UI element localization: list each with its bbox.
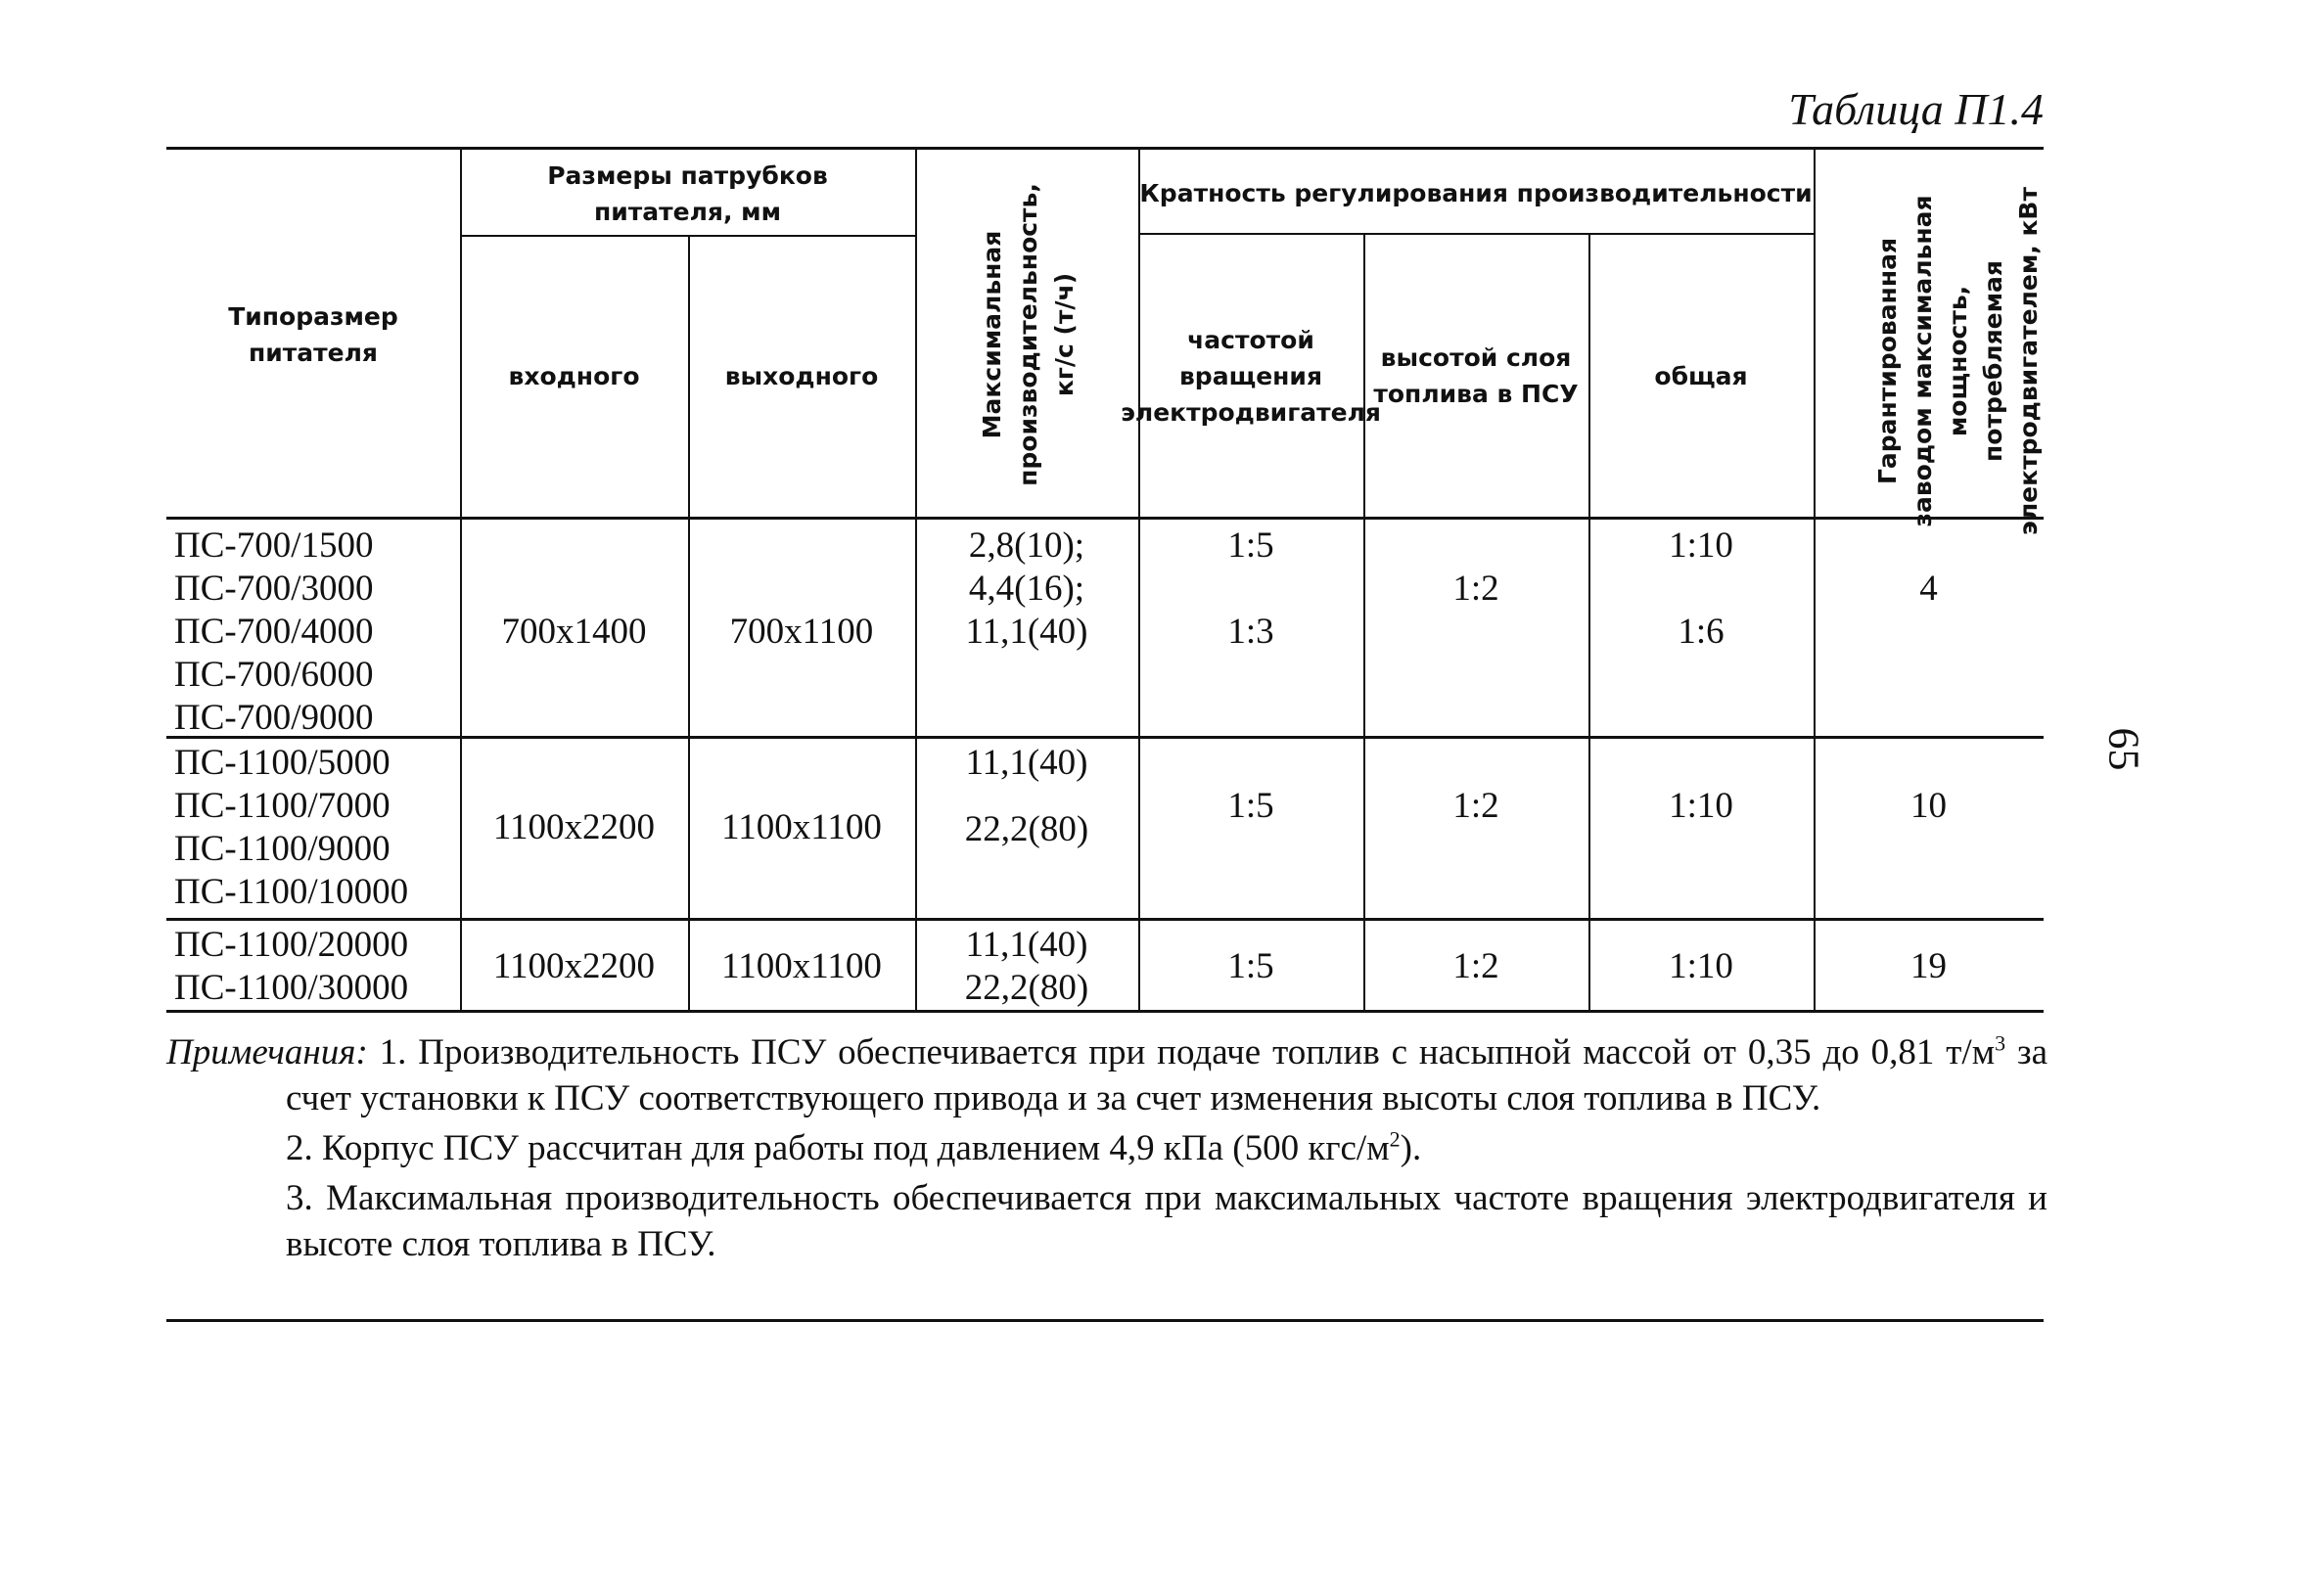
group1-outlet: 700х1100 (729, 612, 874, 652)
header-power: Гарантированная заводом максимальная мощность, потребляемая электродвигателем, кВт (1873, 187, 2043, 535)
capacity-value: 22,2(80) (964, 968, 1089, 1008)
group2-outlet: 1100х1100 (721, 807, 882, 847)
note-2-text-b: ). (1400, 1128, 1422, 1168)
notes-bottom-rule (166, 1319, 2044, 1322)
group2-total-ratio: 1:10 (1669, 786, 1733, 826)
note-1-text-a: 1. Производительность ПСУ обеспечивается при подаче топлив с насыпной массой от 0,35 до 0,81 т/м (379, 1032, 1996, 1072)
group1-inlet: 700х1400 (501, 612, 647, 652)
group1-names (174, 524, 374, 740)
group3-names (174, 924, 408, 1010)
table-row-name: ПС-1100/7000 (174, 786, 391, 826)
table-top-rule (166, 147, 2044, 150)
group1-power: 4 (1919, 569, 1938, 609)
table-row-name: ПС-1100/9000 (174, 829, 391, 869)
group1-layer-ratio: 1:2 (1452, 569, 1499, 609)
ratio-value: 1:10 (1669, 525, 1733, 566)
capacity-value: 2,8(10); (968, 525, 1085, 566)
note-1-superscript: 3 (1995, 1030, 2006, 1056)
header-outlet: выходного (724, 361, 879, 390)
group1-motor-ratio (1138, 524, 1363, 654)
capacity-value: 22,2(80) (964, 809, 1089, 849)
group2-names (174, 742, 408, 914)
notes-label: Примечания: (166, 1032, 368, 1072)
group3-capacity (915, 924, 1138, 1010)
ratio-value: 1:5 (1227, 525, 1274, 566)
table-row-name: ПС-700/6000 (174, 655, 374, 695)
header-total: общая (1654, 361, 1748, 390)
group3-inlet: 1100х2200 (492, 946, 656, 986)
group3-total-ratio: 1:10 (1669, 946, 1733, 986)
note-3: 3. Максимальная производительность обеспечивается при максимальных частоте вращения электродвигателя и высоте слоя топлива в ПСУ. (286, 1178, 2047, 1264)
table-row-name: ПС-700/3000 (174, 569, 374, 609)
table-row-name: ПС-1100/10000 (174, 872, 409, 912)
capacity-value: 4,4(16); (968, 569, 1085, 609)
header-type-size: Типоразмер питателя (228, 302, 398, 367)
ratio-value: 1:6 (1678, 612, 1725, 652)
table-caption: Таблица П1.4 (1788, 84, 2044, 134)
group2-motor-ratio: 1:5 (1227, 786, 1274, 826)
group2-bottom-rule (166, 918, 2044, 921)
header-by-motor-speed: частотой вращения электродвигателя (1121, 325, 1381, 427)
group2-layer-ratio: 1:2 (1452, 786, 1499, 826)
table-row-name: ПС-1100/5000 (174, 743, 391, 783)
header-inlet: входного (508, 361, 640, 390)
ratio-value: 1:3 (1227, 612, 1274, 652)
table-row-name: ПС-700/9000 (174, 698, 374, 738)
header-bottom-rule (166, 517, 2044, 520)
group1-total-ratio (1588, 524, 1814, 654)
header-max-capacity: Максимальная производительность, кг/с (т/ч) (977, 183, 1079, 486)
note-1 (166, 1029, 2047, 1121)
group1-bottom-rule (166, 736, 2044, 739)
capacity-value: 11,1(40) (965, 612, 1088, 652)
group2-inlet: 1100х2200 (492, 807, 656, 847)
group3-layer-ratio: 1:2 (1452, 946, 1499, 986)
table-row-name: ПС-700/4000 (174, 612, 374, 652)
group2-capacity (915, 742, 1138, 851)
capacity-value: 11,1(40) (965, 925, 1088, 965)
table-row-name: ПС-1100/20000 (174, 925, 409, 965)
table-bottom-rule (166, 1010, 2044, 1013)
page-number: 65 (2099, 727, 2148, 771)
group3-outlet: 1100х1100 (721, 946, 882, 986)
notes-block (166, 1029, 2047, 1267)
header-regulation-ratio: Кратность регулирования производительности (1139, 178, 1813, 207)
header-nozzle-sizes: Размеры патрубков питателя, мм (547, 161, 828, 226)
table-row-name: ПС-700/1500 (174, 525, 374, 566)
group1-capacity (915, 524, 1138, 654)
group3-power: 19 (1910, 946, 1947, 986)
capacity-value: 11,1(40) (965, 743, 1088, 783)
note-2-superscript: 2 (1389, 1126, 1401, 1152)
note-1-text-b: за счет установки к ПСУ соответствующего привода и за счет изменения высоты слоя топлива в ПСУ. (286, 1032, 2048, 1118)
table-row-name: ПС-1100/30000 (174, 968, 409, 1008)
header-by-layer-height: высотой слоя топлива в ПСУ (1373, 343, 1579, 408)
group2-power: 10 (1910, 786, 1947, 826)
note-2-text-a: 2. Корпус ПСУ рассчитан для работы под давлением 4,9 кПа (500 кгс/м (286, 1128, 1390, 1168)
group3-motor-ratio: 1:5 (1227, 946, 1274, 986)
note-2 (166, 1125, 2047, 1171)
